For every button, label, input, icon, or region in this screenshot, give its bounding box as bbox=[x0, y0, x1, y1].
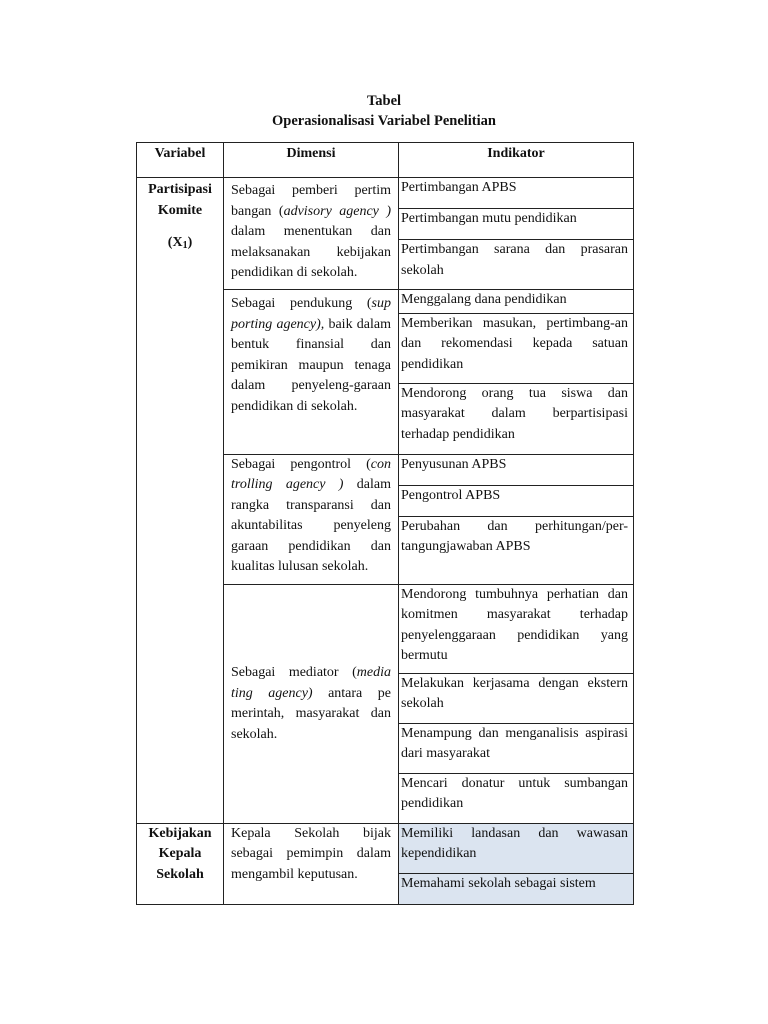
table-caption-title: Operasionalisasi Variabel Penelitian bbox=[272, 113, 496, 129]
indicator-cell: Pertimbangan mutu pendidikan bbox=[399, 209, 634, 240]
dimension-cell: Kepala Sekolah bijak sebagai pemimpin dalam mengambil keputusan. bbox=[224, 823, 399, 904]
indicator-cell: Mendorong tumbuhnya perhatian dan komitmen masyarakat terhadap penyelenggaraan pendidikan yang bermutu bbox=[399, 584, 634, 673]
indicator-cell: Menampung dan menganalisis aspirasi dari masyarakat bbox=[399, 723, 634, 773]
indicator-cell: Perubahan dan perhitungan/per-tangungjawaban APBS bbox=[399, 516, 634, 584]
dimension-cell bbox=[224, 454, 399, 584]
indicator-cell: Memiliki landasan dan wawasan kependidikan bbox=[399, 823, 634, 873]
dimension-text: Sebagai pendukung ( bbox=[231, 296, 372, 311]
dimension-text: dalam menentukan dan melaksanakan kebijakan pendidikan di sekolah. bbox=[231, 224, 391, 280]
variable-cell-komite bbox=[137, 178, 224, 824]
indicator-cell: Pertimbangan APBS bbox=[399, 178, 634, 209]
table-row bbox=[137, 178, 634, 209]
dimension-text: antara pe merintah, masyarakat dan sekolah. bbox=[231, 685, 391, 742]
variable-name: Kebijakan Kepala Sekolah bbox=[148, 825, 212, 882]
dimension-text: Sebagai mediator ( bbox=[231, 665, 357, 680]
dimension-term: con trolling agency ) bbox=[231, 456, 391, 492]
dimension-text: Sebagai pengontrol ( bbox=[231, 456, 371, 472]
variable-cell-kepala-sekolah bbox=[137, 823, 224, 904]
header-dimensi: Dimensi bbox=[224, 143, 399, 178]
indicator-cell: Memahami sekolah sebagai sistem bbox=[399, 873, 634, 904]
indicator-cell: Memberikan masukan, pertimbang-an dan rekomendasi kepada satuan pendidikan bbox=[399, 313, 634, 383]
dimension-text: baik dalam bentuk finansial dan pemikiran maupun tenaga dalam penyeleng-garaan pendidikan di sekolah. bbox=[231, 316, 391, 414]
dimension-cell bbox=[224, 178, 399, 290]
variable-code-main: X bbox=[172, 235, 183, 250]
indicator-cell: Pertimbangan sarana dan prasaran sekolah bbox=[399, 240, 634, 290]
header-indikator: Indikator bbox=[399, 143, 634, 178]
indicator-cell: Mencari donatur untuk sumbangan pendidikan bbox=[399, 773, 634, 823]
header-variabel: Variabel bbox=[137, 143, 224, 178]
dimension-text: dalam rangka transparansi dan akuntabilitas penyeleng garaan pendidikan dan kualitas lulusan sekolah. bbox=[231, 477, 391, 574]
dimension-term: advisory agency ) bbox=[283, 203, 391, 219]
indicator-cell: Melakukan kerjasama dengan ekstern sekolah bbox=[399, 673, 634, 723]
variable-code: $(X_1)$ bbox=[167, 235, 193, 251]
dimension-cell bbox=[224, 584, 399, 823]
dimension-cell bbox=[224, 290, 399, 455]
dimension-term: media ting agency) bbox=[231, 665, 391, 701]
variable-name: Partisipasi Komite bbox=[148, 182, 212, 218]
table-row bbox=[137, 823, 634, 873]
indicator-cell: Mendorong orang tua siswa dan masyarakat dalam berpartisipasi terhadap pendidikan bbox=[399, 383, 634, 454]
variable-code-sub: 1 bbox=[182, 240, 188, 251]
operationalization-table bbox=[136, 142, 634, 905]
table-caption-label: Tabel bbox=[366, 93, 402, 109]
indicator-cell: Pengontrol APBS bbox=[399, 485, 634, 516]
indicator-cell: Penyusunan APBS bbox=[399, 454, 634, 485]
table-header-row bbox=[137, 143, 634, 178]
dimension-text: Sebagai pemberi pertim bangan ( bbox=[231, 183, 391, 219]
dimension-term: sup porting agency), bbox=[231, 296, 391, 332]
indicator-cell: Menggalang dana pendidikan bbox=[399, 290, 634, 314]
